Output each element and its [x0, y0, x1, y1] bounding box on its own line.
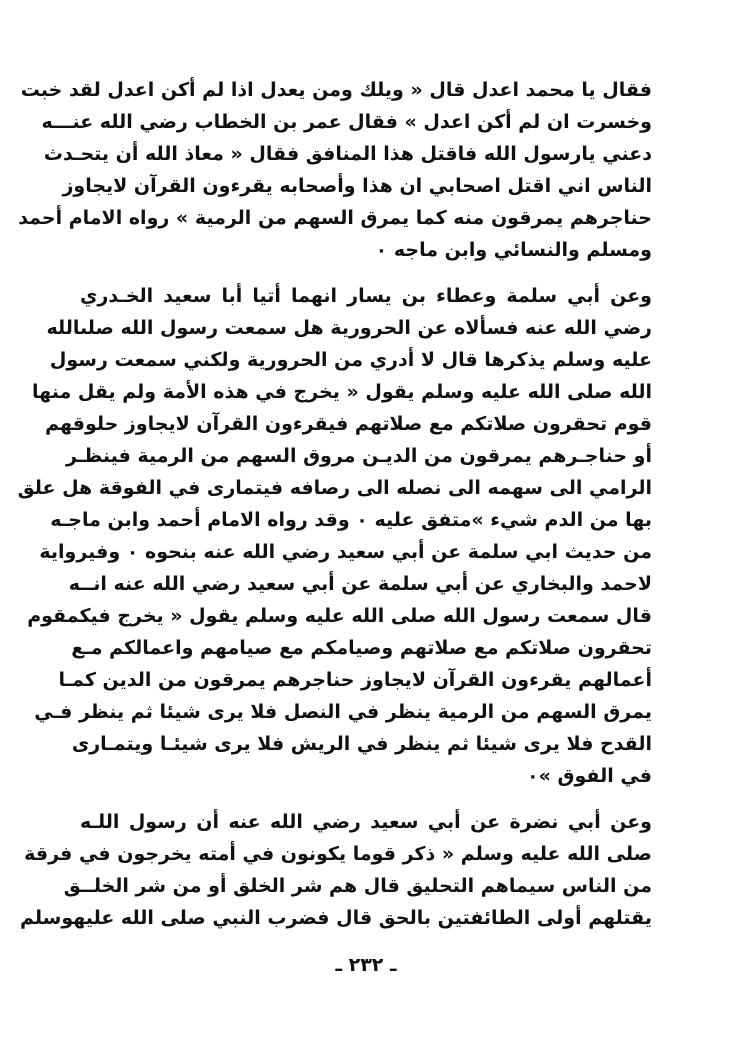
text-line: تحقرون صلاتكم مع صلاتهم وصيامكم مع صيامهم واعمالكم مـع [71, 637, 652, 659]
text-line: وعن أبي سلمة وعطاء بن يسار انهما أتيا أبا سعيد الخـدري [80, 285, 652, 307]
text-line: صلى الله عليه وسلم « ذكر قوما يكونون في أمته يخرجون في فرقة [24, 843, 652, 865]
text-line: يقتلهم أولى الطائفتين بالحق قال فضرب النبي صلى الله عليهوسلم [20, 907, 652, 929]
text-line: بها من الدم شيء »متفق عليه ٠ وقد رواه الامام أحمد وابن ماجـه [50, 509, 652, 531]
paragraph-gap [80, 792, 652, 806]
text-line: أو حناجـرهم يمرقون من الديـن مروق السهم من الرمية فينظـر [66, 445, 652, 467]
text-line: قوم تحقرون صلاتكم مع صلاتهم فيقرءون القرآن لايجاوز حلوقهم [45, 413, 652, 435]
text-line: من حديث ابي سلمة عن أبي سعيد رضي الله عنه بنحوه ٠ وفيرواية [39, 541, 652, 563]
text-line: أعمالهم يقرءون القرآن لايجاوز حناجرهم يمرقون من الدين كمـا [58, 669, 652, 691]
text-line: القدح فلا يرى شيئا ثم ينظر في الريش فلا يرى شيئـا ويتمـارى [71, 733, 652, 755]
text-line: في الفوق »٠ [527, 765, 652, 787]
body-text [17, 74, 652, 934]
text-line: قال سمعت رسول الله صلى الله عليه وسلم يقول « يخرج فيكمقوم [27, 605, 652, 627]
text-line: عليه وسلم يذكرها قال لا أدري من الحرورية ولكني سمعت رسول [49, 349, 652, 371]
text-line: دعني يارسول الله فاقتل هذا المنافق فقال « معاذ الله أن يتحـدث [43, 143, 652, 165]
paragraph-2 [17, 280, 652, 792]
text-line: وخسرت ان لم أكن اعدل » فقال عمر بن الخطاب رضي الله عنـــه [41, 111, 652, 133]
text-line: الرامي الى سهمه الى نصله الى رصافه فيتمارى في الفوقة هل علق [17, 477, 652, 499]
text-line: فقال يا محمد اعدل قال « ويلك ومن يعدل اذا لم أكن اعدل لقد خبت [20, 79, 652, 101]
text-line: ومسلم والنسائي وابن ماجه ٠ [375, 239, 652, 261]
text-line: يمرق السهم من الرمية ينظر في النصل فلا يرى شيئا ثم ينظر فـي [34, 701, 652, 723]
page-number: ـ ٢٣٢ ـ [335, 954, 397, 976]
text-line: وعن أبي نضرة عن أبي سعيد رضي الله عنه أن رسول اللـه [80, 811, 652, 833]
text-line: لاحمد والبخاري عن أبي سلمة عن أبي سعيد رضي الله عنه انــه [68, 573, 652, 595]
text-line: الناس اني اقتل اصحابي ان هذا وأصحابه يقرءون القرآن لايجاوز [62, 175, 652, 197]
paragraph-gap [80, 266, 652, 280]
text-line: رضي الله عنه فسألاه عن الحرورية هل سمعت رسول الله صلىالله [46, 317, 652, 339]
paragraph-1 [18, 74, 652, 266]
text-line: حناجرهم يمرقون منه كما يمرق السهم من الرمية » رواه الامام أحمد [18, 207, 652, 229]
paragraph-3 [20, 806, 652, 934]
text-line: الله صلى الله عليه وسلم يقول « يخرج في هذه الأمة ولم يقل منها [32, 381, 652, 403]
text-line: من الناس سيماهم التحليق قال هم شر الخلق أو من شر الخلــق [63, 875, 652, 897]
